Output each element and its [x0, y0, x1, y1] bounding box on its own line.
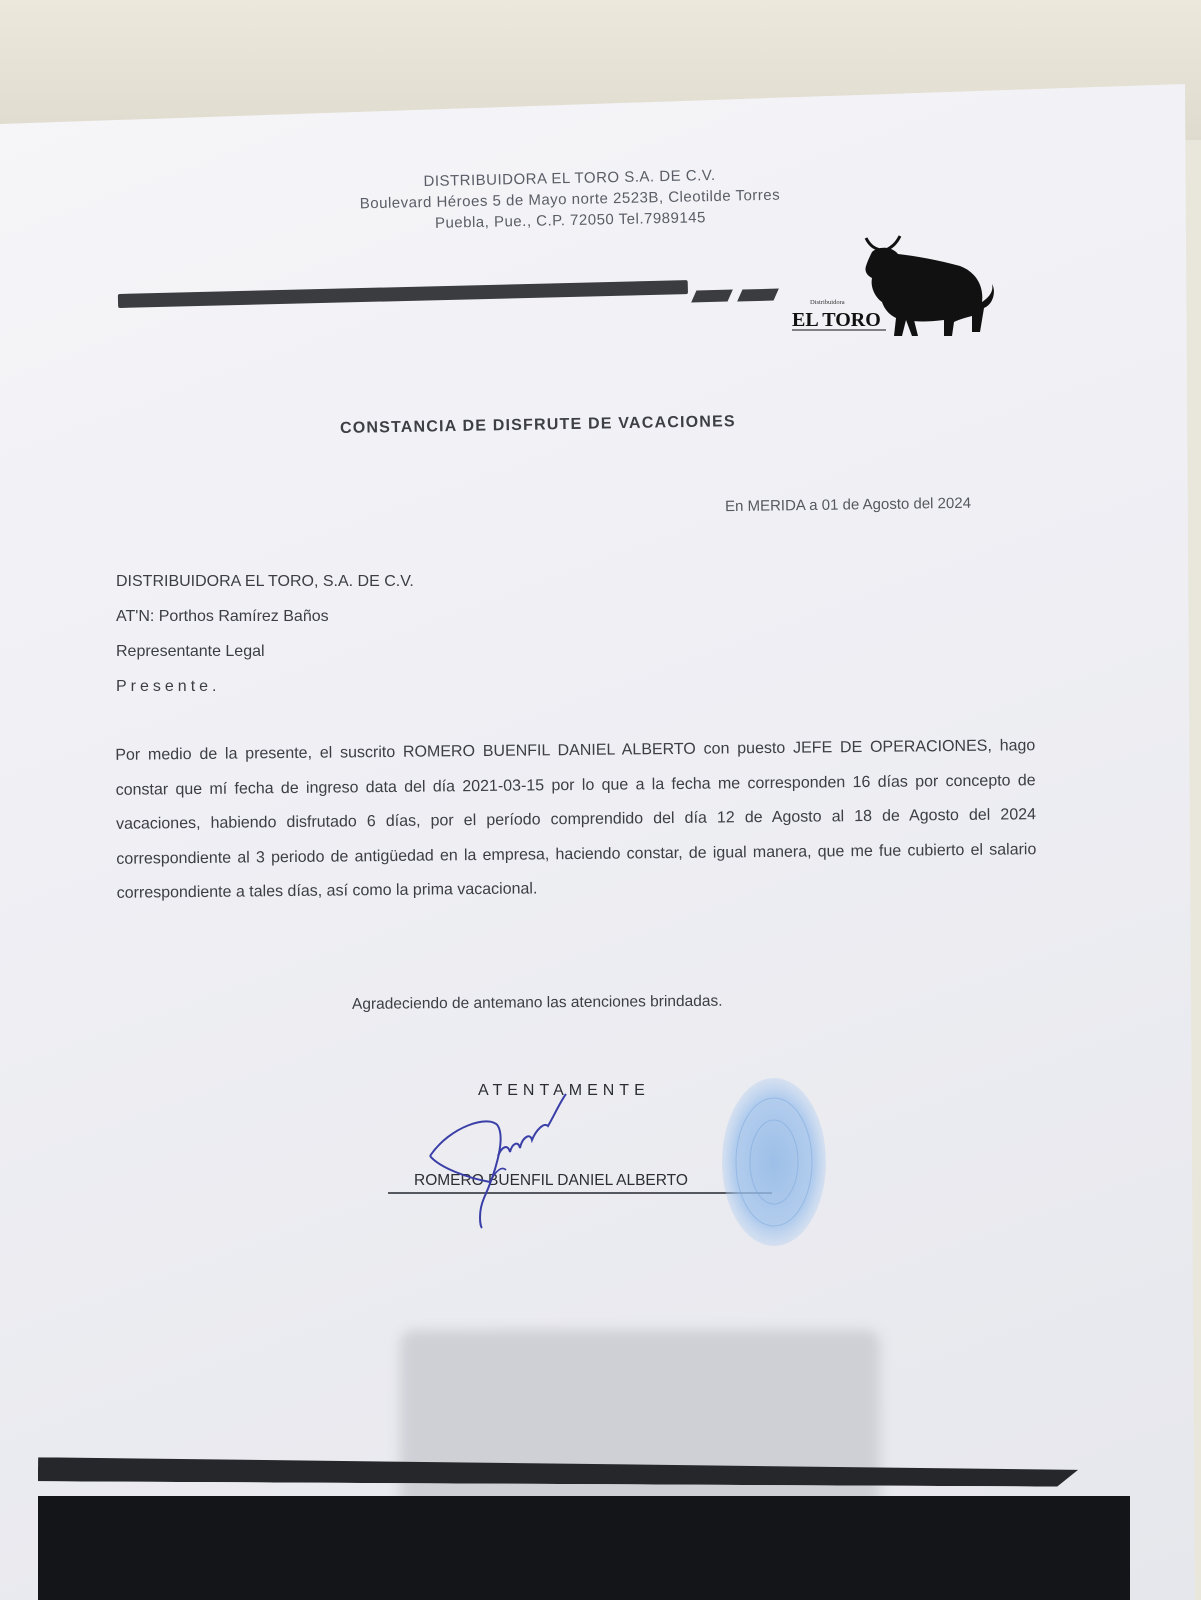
letterhead-address-line1: Boulevard Héroes 5 de Mayo norte 2523B, Cleotilde Torres — [359, 186, 781, 213]
letterhead-address-line2: Puebla, Pue., C.P. 72050 Tel.7989145 — [434, 209, 707, 232]
header-rule-dash — [737, 289, 779, 302]
date-line: En MERIDA a 01 de Agosto del 2024 — [724, 494, 972, 516]
letterhead-company: DISTRIBUIDORA EL TORO S.A. DE C.V. — [423, 166, 716, 191]
addressee-role: Representante Legal — [116, 643, 265, 660]
logo-brand-text: EL TORO — [792, 309, 881, 331]
logo-small-text: Distribuidora — [810, 299, 845, 306]
addressee-company: DISTRIBUIDORA EL TORO, S.A. DE C.V. — [116, 573, 414, 590]
header-rule-dash — [691, 290, 733, 303]
handwritten-signature-icon — [420, 1086, 580, 1231]
addressee-block — [116, 564, 616, 704]
fingerprint-mark-icon — [718, 1074, 830, 1250]
closing-text: ATENTAMENTE — [478, 1082, 650, 1099]
signatory-name: ROMERO BUENFIL DANIEL ALBERTO — [414, 1172, 688, 1189]
addressee-attn: AT'N: Porthos Ramírez Baños — [116, 608, 329, 625]
letterhead — [299, 162, 840, 236]
bull-logo-icon — [788, 232, 1008, 342]
thanks-line: Agradeciendo de antemano las atenciones brindadas. — [351, 992, 723, 1013]
addressee-presente: Presente. — [116, 678, 221, 695]
body-paragraph: Por medio de la presente, el suscrito ROMERO BUENFIL DANIEL ALBERTO con puesto JEFE DE OPERACIONES, hago constar que mí fecha de ingreso data del día 2021-03-15 por lo que a la fecha me corresponden 16 días por concepto de vacaciones, habiendo disfrutado 6 días, por el período comprendido del día 12 de Agosto al 18 de Agosto del 2024 correspondiente al 3 periodo de antigüedad en la empresa, haciendo constar, de igual manera, que me fue cubierto el salario correspondiente a tales días, así como la prima vacacional. — [115, 737, 1037, 902]
document-title: CONSTANCIA DE DISFRUTE DE VACACIONES — [339, 413, 736, 438]
footer-band — [38, 1496, 1130, 1600]
